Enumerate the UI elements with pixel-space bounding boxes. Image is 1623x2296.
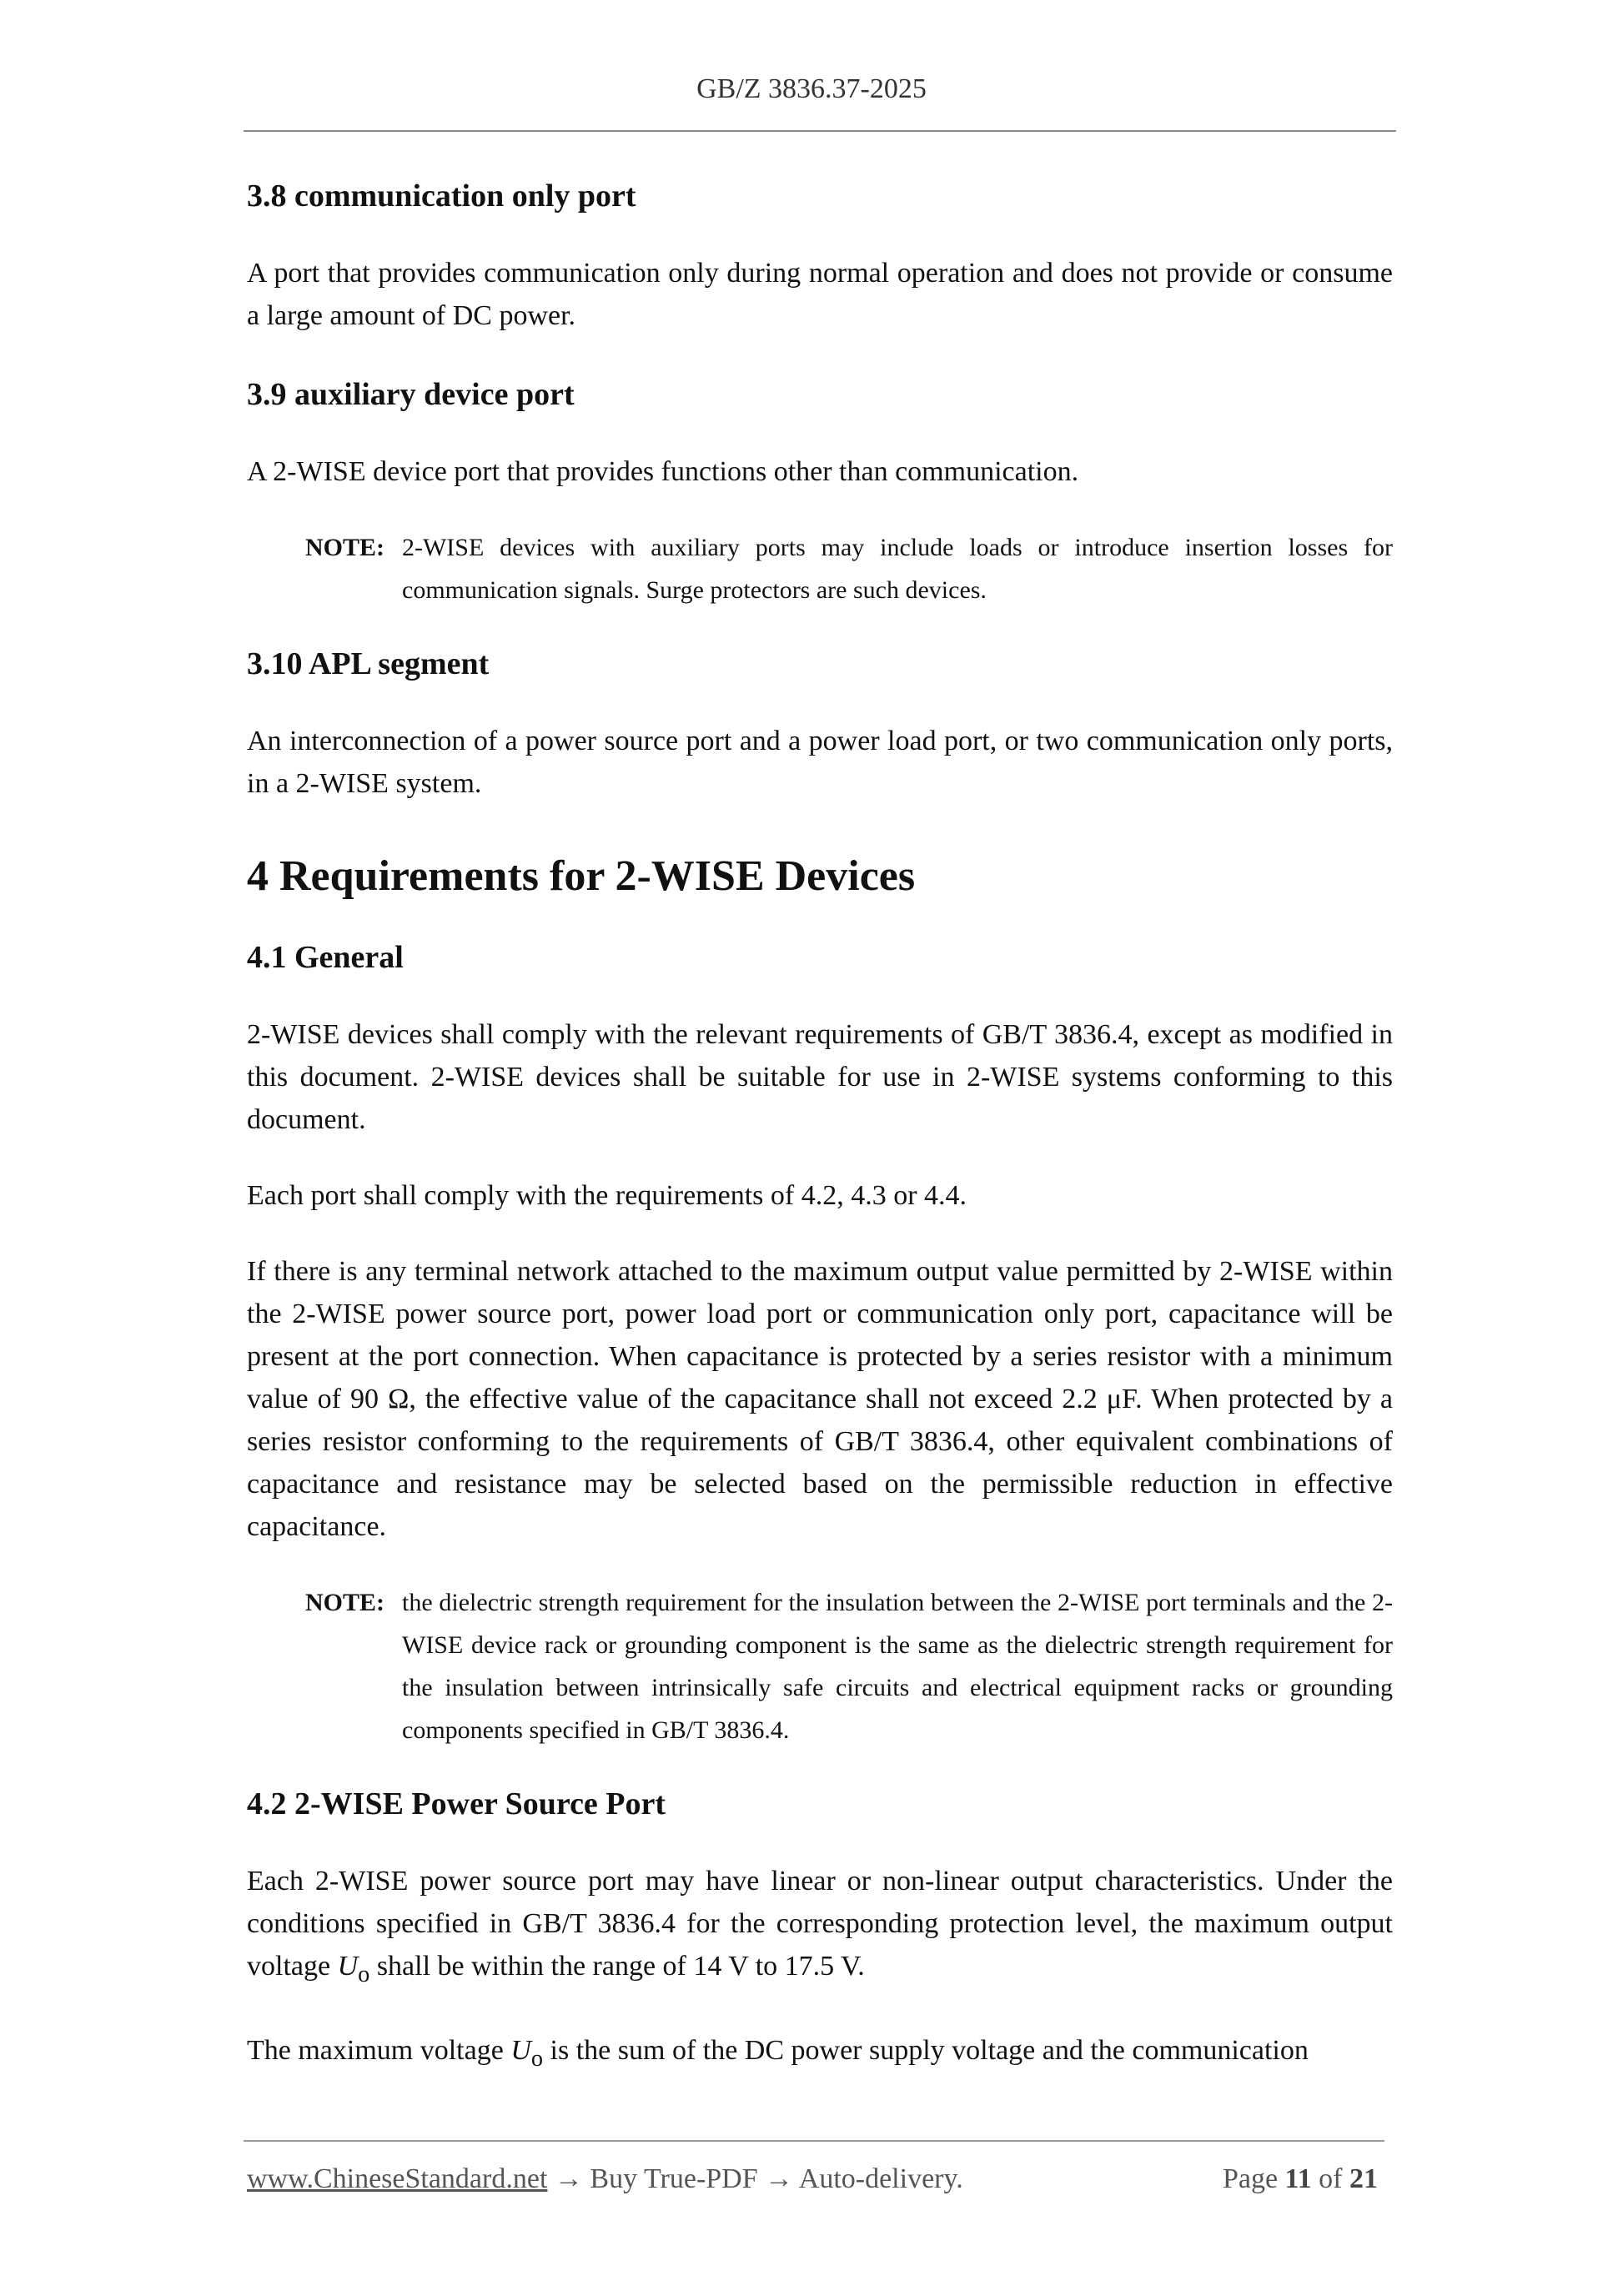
- section-3-10: [247, 645, 1393, 805]
- text-run: The maximum voltage: [247, 2034, 511, 2066]
- arrow-icon: →: [554, 2163, 583, 2194]
- paragraph-3-10: An interconnection of a power source port and a power load port, or two communication only ports, in a 2-WISE system.: [247, 726, 1393, 799]
- buy-text: Buy True-PDF: [590, 2163, 758, 2194]
- page-body: [247, 177, 1393, 2080]
- paragraph-4-1-a: 2-WISE devices shall comply with the relevant requirements of GB/T 3836.4, except as modified in this document. 2-WISE devices shall be suitable for use in 2-WISE systems conforming to this document.: [247, 1019, 1393, 1135]
- heading-3-9: 3.9 auxiliary device port: [247, 377, 575, 412]
- section-4-1: [247, 938, 1393, 1751]
- document-header: [0, 73, 1623, 105]
- note-label: NOTE:: [305, 1589, 385, 1616]
- note-text: the dielectric strength requirement for the insulation between the 2-WISE port terminals and the 2-WISE device rack or grounding component is the same as the dielectric strength requirement for the insulation between intrinsically safe circuits and electrical equipment racks or grounding components specified in GB/T 3836.4.: [402, 1589, 1393, 1744]
- page-number: [1223, 2163, 1378, 2195]
- footer-promo: [247, 2163, 963, 2195]
- paragraph-3-9: A 2-WISE device port that provides functions other than communication.: [247, 456, 1079, 487]
- section-4: [247, 850, 1393, 903]
- page-total: 21: [1349, 2163, 1378, 2194]
- text-run: Each 2-WISE power source port may have linear or non-linear output characteristics. Under the conditions specified in GB/T 3836.4 for the corresponding protection level, the maximum output voltage: [247, 1866, 1393, 1982]
- delivery-text: Auto-delivery.: [798, 2163, 963, 2194]
- footer-divider: [244, 2140, 1384, 2142]
- arrow-icon: →: [765, 2163, 794, 2194]
- symbol-subscript: o: [358, 1961, 370, 1987]
- note-4-1: [247, 1581, 1393, 1751]
- text-run: is the sum of the DC power supply voltage and the communication: [543, 2034, 1309, 2066]
- paragraph-3-8: A port that provides communication only during normal operation and does not provide or consume a large amount of DC power.: [247, 258, 1393, 331]
- page-word: Page: [1222, 2163, 1279, 2194]
- paragraph-4-1-b: Each port shall comply with the requirements of 4.2, 4.3 or 4.4.: [247, 1180, 967, 1211]
- page-current: 11: [1284, 2163, 1312, 2194]
- paragraph-4-2-a: [247, 1860, 1393, 1996]
- section-3-9: [247, 375, 1393, 611]
- document-id: GB/Z 3836.37-2025: [696, 73, 927, 104]
- heading-3-8: 3.8 communication only port: [247, 178, 636, 214]
- section-3-8: [247, 177, 1393, 337]
- section-4-2: [247, 1785, 1393, 2080]
- text-run: shall be within the range of 14 V to 17.5 V.: [369, 1951, 865, 1982]
- of-word: of: [1319, 2163, 1343, 2194]
- heading-3-10: 3.10 APL segment: [247, 646, 490, 681]
- note-text: 2-WISE devices with auxiliary ports may include loads or introduce insertion losses for communication signals. Surge protectors are such devices.: [402, 534, 1393, 604]
- heading-4-2: 4.2 2-WISE Power Source Port: [247, 1786, 666, 1821]
- symbol-subscript: o: [530, 2045, 544, 2072]
- paragraph-4-2-b: [247, 2029, 1393, 2080]
- heading-4-1: 4.1 General: [247, 940, 404, 975]
- symbol-U: U: [337, 1951, 359, 1982]
- heading-4: 4 Requirements for 2-WISE Devices: [247, 852, 916, 900]
- header-divider: [244, 130, 1396, 132]
- symbol-U: U: [510, 2034, 531, 2066]
- website-link[interactable]: www.ChineseStandard.net: [247, 2163, 548, 2194]
- paragraph-4-1-c: If there is any terminal network attached to the maximum output value permitted by 2-WISE within the 2-WISE power source port, power load port or communication only port, capacitance will be present at the port connection. When capacitance is protected by a series resistor with a minimum value of 90 Ω, the effective value of the capacitance shall not exceed 2.2 μF. When protected by a series resistor conforming to the requirements of GB/T 3836.4, other equivalent combinations of capacitance and resistance may be selected based on the permissible reduction in effective capacitance.: [247, 1256, 1393, 1542]
- note-3-9: [247, 526, 1393, 611]
- note-label: NOTE:: [305, 534, 385, 561]
